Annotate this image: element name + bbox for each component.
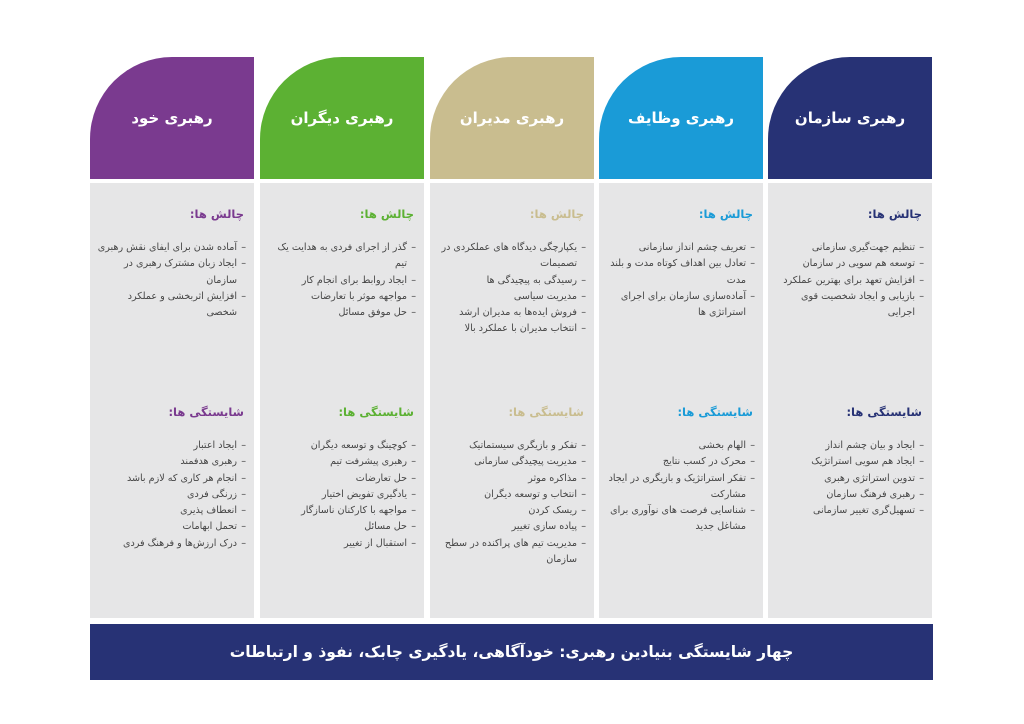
challenge-item: – تعادل بین اهداف کوتاه مدت و بلند مدت	[605, 256, 755, 289]
challenge-item: – آماده شدن برای ایفای نقش رهبری	[96, 240, 246, 256]
column-others	[260, 57, 424, 618]
column-organization	[768, 57, 932, 618]
column-body	[599, 183, 763, 618]
columns-container	[90, 57, 933, 618]
competency-item: – پیاده سازی تغییر	[436, 519, 586, 535]
competencies-heading: شایستگی ها:	[508, 405, 584, 419]
challenge-item: – فروش ایده‌ها به مدیران ارشد	[436, 305, 586, 321]
column-managers	[430, 57, 594, 618]
competency-item: – ایجاد اعتبار	[96, 438, 246, 454]
column-header	[599, 57, 763, 179]
competency-item: – مدیریت پیچیدگی سازمانی	[436, 454, 586, 470]
competency-item: – استقبال از تغییر	[266, 536, 416, 552]
competencies-heading: شایستگی ها:	[338, 405, 414, 419]
column-header	[90, 57, 254, 179]
column-body	[260, 183, 424, 618]
competency-item: – رهبری فرهنگ سازمان	[774, 487, 924, 503]
competency-item: – انجام هر کاری که لازم باشد	[96, 471, 246, 487]
challenge-item: – انتخاب مدیران با عملکرد بالا	[436, 321, 586, 337]
challenges-list	[774, 240, 924, 321]
column-header	[430, 57, 594, 179]
competencies-list	[96, 438, 246, 552]
column-body	[90, 183, 254, 618]
competency-item: – ایجاد و بیان چشم انداز	[774, 438, 924, 454]
competency-item: – رهبری هدفمند	[96, 454, 246, 470]
challenges-heading: چالش ها:	[698, 207, 753, 221]
challenges-list	[605, 240, 755, 321]
competency-item: – تسهیل‌گری تغییر سازمانی	[774, 503, 924, 519]
challenge-item: – ایجاد زبان مشترک رهبری در سازمان	[96, 256, 246, 289]
challenge-item: – یکپارچگی دیدگاه های عملکردی در تصمیمات	[436, 240, 586, 273]
competencies-heading: شایستگی ها:	[168, 405, 244, 419]
challenge-item: – حل موفق مسائل	[266, 305, 416, 321]
footer-banner	[90, 624, 933, 680]
challenge-item: – گذر از اجرای فردی به هدایت یک تیم	[266, 240, 416, 273]
competency-item: – تفکر استراتژیک و بازیگری در ایجاد مشارکت	[605, 471, 755, 504]
competencies-list	[266, 438, 416, 552]
competency-item: – مدیریت تیم های پراکنده در سطح سازمان	[436, 536, 586, 569]
column-title: رهبری سازمان	[794, 109, 906, 127]
challenge-item: – مدیریت سیاسی	[436, 289, 586, 305]
competencies-list	[605, 438, 755, 536]
challenge-item: – تنظیم جهت‌گیری سازمانی	[774, 240, 924, 256]
challenge-item: – ایجاد روابط برای انجام کار	[266, 273, 416, 289]
competency-item: – الهام بخشی	[605, 438, 755, 454]
challenges-heading: چالش ها:	[867, 207, 922, 221]
competency-item: – تدوین استراتژی رهبری	[774, 471, 924, 487]
competency-item: – زرنگی فردی	[96, 487, 246, 503]
competencies-list	[774, 438, 924, 519]
competencies-heading: شایستگی ها:	[677, 405, 753, 419]
column-title: رهبری مدیران	[459, 109, 565, 127]
competency-item: – درک ارزش‌ها و فرهنگ فردی	[96, 536, 246, 552]
column-body	[768, 183, 932, 618]
competencies-list	[436, 438, 586, 568]
challenge-item: – بازیابی و ایجاد شخصیت قوی اجرایی	[774, 289, 924, 322]
column-header	[768, 57, 932, 179]
competency-item: – انعطاف پذیری	[96, 503, 246, 519]
footer-text: چهار شایستگی بنیادین رهبری: خودآگاهی، یادگیری چابک، نفوذ و ارتباطات	[229, 643, 794, 661]
challenge-item: – تعریف چشم انداز سازمانی	[605, 240, 755, 256]
challenge-item: – مواجهه موثر با تعارضات	[266, 289, 416, 305]
competency-item: – تحمل ابهامات	[96, 519, 246, 535]
column-functions	[599, 57, 763, 618]
competency-item: – شناسایی فرصت های نوآوری برای مشاغل جدید	[605, 503, 755, 536]
column-header	[260, 57, 424, 179]
challenges-list	[266, 240, 416, 321]
competency-item: – ریسک کردن	[436, 503, 586, 519]
competency-item: – ایجاد هم سویی استراتژیک	[774, 454, 924, 470]
challenge-item: – رسیدگی به پیچیدگی ها	[436, 273, 586, 289]
challenge-item: – توسعه هم سویی در سازمان	[774, 256, 924, 272]
challenges-heading: چالش ها:	[189, 207, 244, 221]
competency-item: – مواجهه با کارکنان ناسازگار	[266, 503, 416, 519]
challenges-heading: چالش ها:	[359, 207, 414, 221]
challenges-list	[96, 240, 246, 321]
competency-item: – تفکر و بازیگری سیستماتیک	[436, 438, 586, 454]
competency-item: – مذاکره موثر	[436, 471, 586, 487]
column-title: رهبری دیگران	[290, 109, 394, 127]
competency-item: – حل مسائل	[266, 519, 416, 535]
challenges-list	[436, 240, 586, 338]
competency-item: – رهبری پیشرفت تیم	[266, 454, 416, 470]
challenge-item: – آماده‌سازی سازمان برای اجرای استراتژی ها	[605, 289, 755, 322]
competency-item: – انتخاب و توسعه دیگران	[436, 487, 586, 503]
competencies-heading: شایستگی ها:	[846, 405, 922, 419]
challenge-item: – افزایش اثربخشی و عملکرد شخصی	[96, 289, 246, 322]
column-self	[90, 57, 254, 618]
column-body	[430, 183, 594, 618]
challenge-item: – افزایش تعهد برای بهترین عملکرد	[774, 273, 924, 289]
column-title: رهبری خود	[131, 109, 213, 127]
challenges-heading: چالش ها:	[529, 207, 584, 221]
competency-item: – حل تعارضات	[266, 471, 416, 487]
competency-item: – کوچینگ و توسعه دیگران	[266, 438, 416, 454]
competency-item: – محرک در کسب نتایج	[605, 454, 755, 470]
competency-item: – یادگیری تفویض اختیار	[266, 487, 416, 503]
column-title: رهبری وظایف	[627, 109, 735, 127]
